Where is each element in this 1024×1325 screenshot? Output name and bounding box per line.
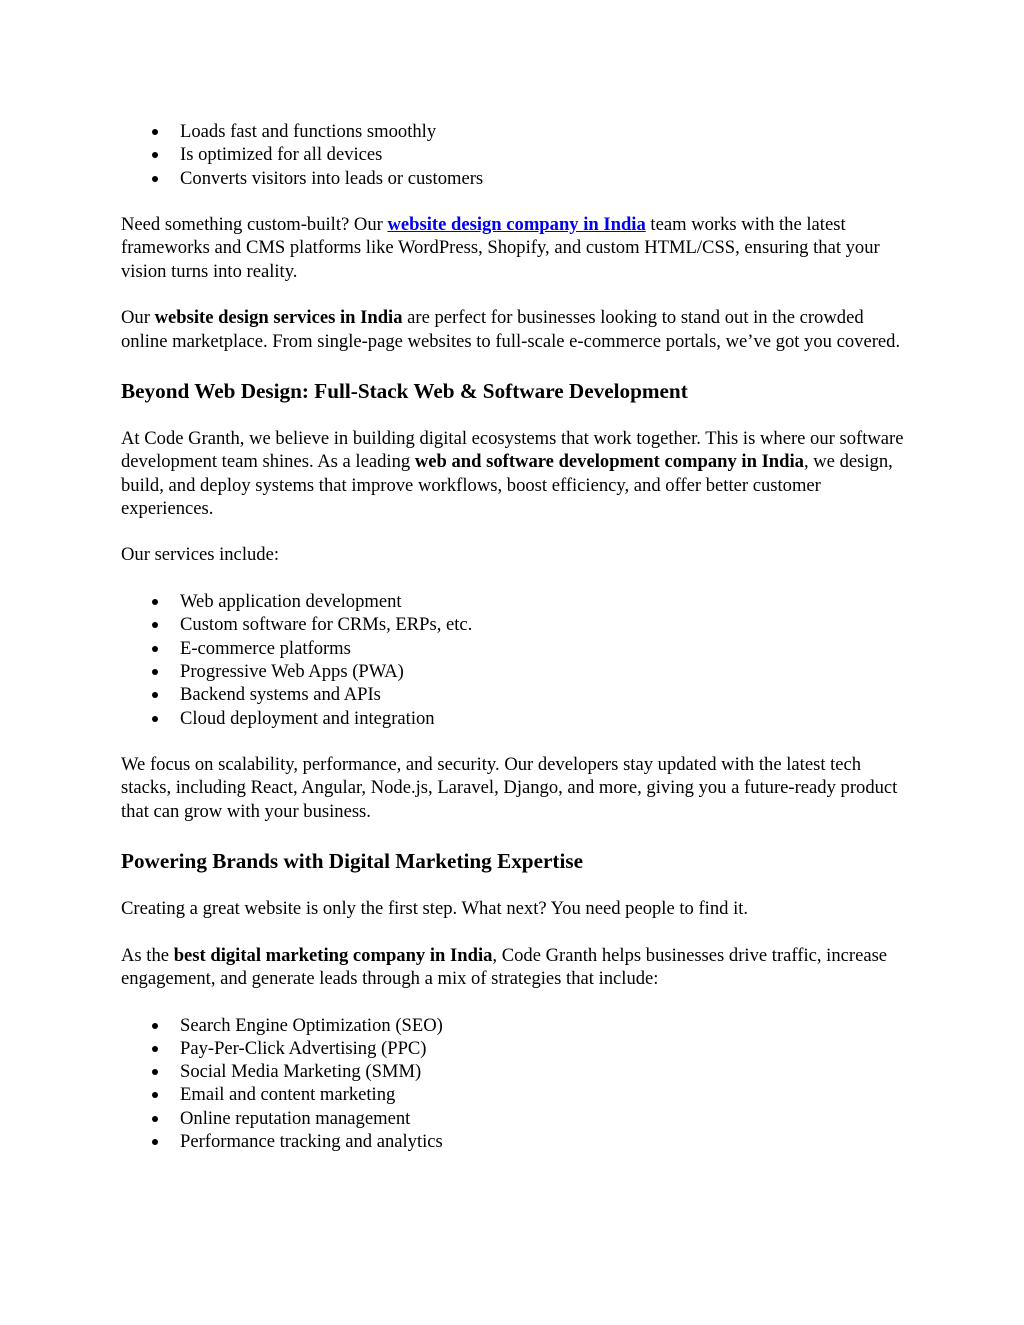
paragraph-design-services: Our website design services in India are perfect for businesses looking to stand out in the crowded online marketplace. From single-page websites to full-scale e-commerce portals, we’ve got you covered. — [121, 307, 901, 352]
paragraph-best-marketing: As the best digital marketing company in India, Code Granth helps businesses drive traffic, increase engagement, and generate leads through a mix of strategies that include: — [121, 944, 888, 989]
paragraph-first-step: Creating a great website is only the first step. What next? You need people to find it. — [121, 898, 749, 920]
list-item: Email and content marketing — [121, 1083, 911, 1106]
bullet-icon — [152, 1139, 158, 1145]
list-item: Is optimized for all devices — [121, 143, 911, 166]
list-item: Loads fast and functions smoothly — [121, 120, 911, 143]
bullet-icon — [152, 1092, 158, 1098]
section-heading-digital-marketing: Powering Brands with Digital Marketing Expertise — [121, 849, 583, 874]
paragraph-scalability: We focus on scalability, performance, and security. Our developers stay updated with the latest tech stacks, including React, Angular, Node.js, Laravel, Django, and more, giving you a future-ready product that can grow with your business. — [121, 754, 898, 822]
paragraph-services-include: Our services include: — [121, 544, 279, 566]
bullet-icon — [152, 1116, 158, 1122]
list-item: Converts visitors into leads or customers — [121, 167, 911, 190]
list-item: Search Engine Optimization (SEO) — [121, 1014, 911, 1037]
document-page — [121, 120, 911, 1153]
bullet-icon — [152, 1046, 158, 1052]
feature-list — [121, 120, 911, 190]
bullet-icon — [152, 1023, 158, 1029]
bullet-icon — [152, 176, 158, 182]
paragraph-code-granth: At Code Granth, we believe in building digital ecosystems that work together. This is where our software development team shines. As a leading web and software development company in India, we design, build, and deploy systems that improve workflows, boost efficiency, and offer better customer experiences. — [121, 427, 904, 519]
bullet-icon — [152, 716, 158, 722]
list-item: Pay-Per-Click Advertising (PPC) — [121, 1037, 911, 1060]
bullet-icon — [152, 646, 158, 652]
marketing-strategies-list — [121, 1014, 911, 1154]
list-item: Online reputation management — [121, 1107, 911, 1130]
paragraph-custom-built: Need something custom-built? Our website design company in India team works with the latest frameworks and CMS platforms like WordPress, Shopify, and custom HTML/CSS, ensuring that your vision turns into reality. — [121, 214, 880, 282]
bullet-icon — [152, 669, 158, 675]
bullet-icon — [152, 152, 158, 158]
services-list — [121, 590, 911, 730]
bullet-icon — [152, 599, 158, 605]
bullet-icon — [152, 129, 158, 135]
bullet-icon — [152, 692, 158, 698]
list-item: Backend systems and APIs — [121, 683, 911, 706]
list-item: Web application development — [121, 590, 911, 613]
section-heading-web-software: Beyond Web Design: Full-Stack Web & Software Development — [121, 378, 688, 403]
list-item: Cloud deployment and integration — [121, 707, 911, 730]
website-design-company-link[interactable]: website design company in India — [387, 214, 646, 236]
list-item: Performance tracking and analytics — [121, 1130, 911, 1153]
list-item: Progressive Web Apps (PWA) — [121, 660, 911, 683]
list-item: E-commerce platforms — [121, 637, 911, 660]
list-item: Social Media Marketing (SMM) — [121, 1060, 911, 1083]
list-item: Custom software for CRMs, ERPs, etc. — [121, 613, 911, 636]
bullet-icon — [152, 1069, 158, 1075]
bullet-icon — [152, 622, 158, 628]
